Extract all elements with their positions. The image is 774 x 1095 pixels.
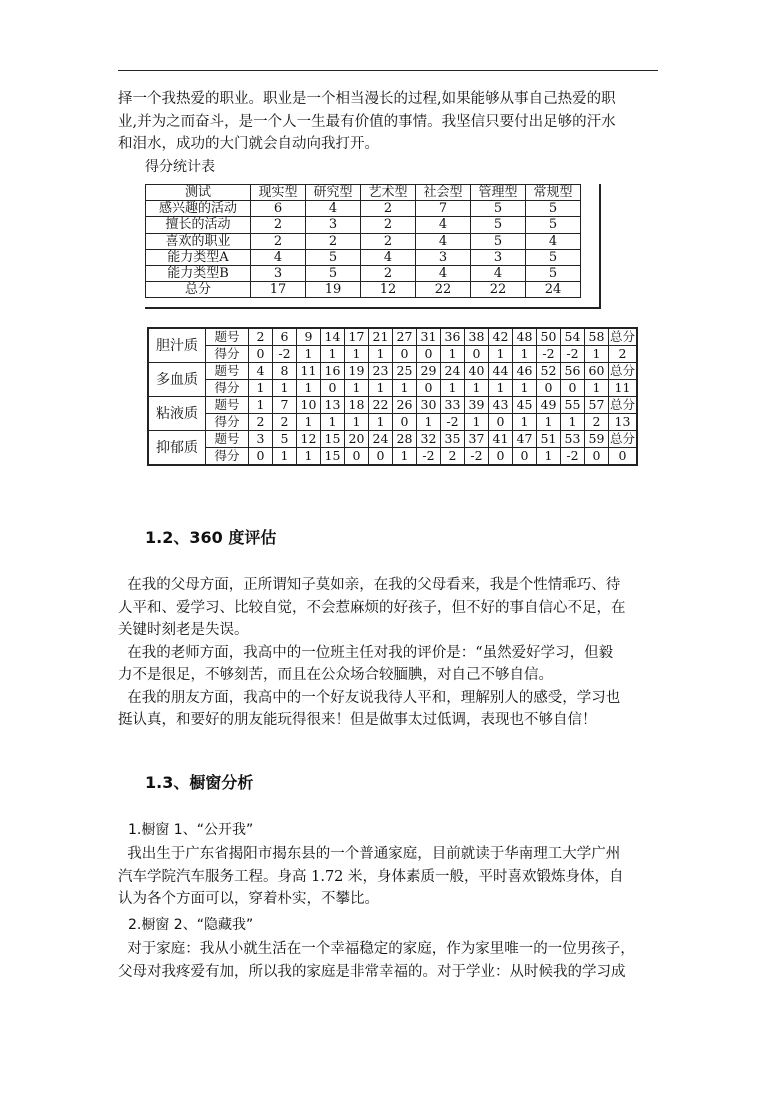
temperament-cell: -2: [561, 448, 585, 466]
temperament-cell: 1: [297, 346, 321, 363]
temperament-cell: 33: [441, 397, 465, 414]
score-table-header-cell: 测试: [146, 185, 251, 201]
temperament-cell: 0: [249, 346, 273, 363]
temperament-cell: 0: [537, 380, 561, 397]
temperament-cell: 37: [465, 431, 489, 448]
temperament-cell: 1: [345, 380, 369, 397]
temperament-row-label: 得分: [206, 380, 249, 397]
temperament-cell: 0: [561, 380, 585, 397]
score-table-cell: 19: [306, 282, 361, 298]
section-window-heading: 1.3、橱窗分析: [145, 773, 254, 792]
score-table-cell: 4: [251, 249, 306, 265]
temperament-cell: 30: [417, 397, 441, 414]
temperament-row-label: 得分: [206, 346, 249, 363]
temperament-group-name: 粘液质: [148, 397, 206, 431]
temperament-cell: 0: [393, 414, 417, 431]
score-table-row: [146, 233, 581, 249]
temperament-cell: 总分: [610, 431, 636, 446]
temperament-cell: 1: [369, 380, 393, 397]
temperament-cell: 47: [513, 431, 537, 448]
score-table-cell: 5: [471, 201, 526, 217]
temperament-cell: 2: [273, 414, 297, 431]
temperament-cell: 1: [537, 414, 561, 431]
temperament-cell: 1: [489, 346, 513, 363]
temperament-group-name: 抑郁质: [148, 431, 206, 466]
text-line: 在我的朋友方面，我高中的一个好友说我待人平和，理解别人的感受，学习也: [118, 689, 621, 706]
temperament-cell: 24: [441, 363, 465, 380]
score-table-header-cell: 管理型: [471, 185, 526, 201]
temperament-cell: 16: [321, 363, 345, 380]
temperament-cell: 45: [513, 397, 537, 414]
temperament-cell: 43: [489, 397, 513, 414]
temperament-cell: 12: [297, 431, 321, 448]
temperament-cell: 14: [321, 328, 345, 346]
score-table-row: [146, 249, 581, 265]
temperament-cell: 0: [369, 448, 393, 466]
temperament-cell: 13: [321, 397, 345, 414]
score-table-cell: 5: [526, 249, 581, 265]
temperament-cell: 总分: [610, 363, 636, 378]
temperament-cell: 2: [585, 414, 609, 431]
score-table: [145, 184, 581, 298]
score-table-cell: 5: [306, 265, 361, 281]
temperament-row: [148, 414, 637, 431]
score-table-cell: 4: [526, 233, 581, 249]
score-table-row-label: 能力类型B: [146, 265, 251, 281]
window-1-title: 1.橱窗 1、“公开我”: [128, 822, 254, 838]
intro-line: 业,并为之而奋斗，是一个人一生最有价值的事情。我坚信只要付出足够的汗水: [118, 113, 616, 130]
temperament-cell: 57: [585, 397, 609, 414]
temperament-cell: 18: [345, 397, 369, 414]
temperament-cell: 1: [369, 414, 393, 431]
score-table-cell: 2: [361, 201, 416, 217]
temperament-cell: 1: [585, 380, 609, 397]
score-table-caption: 得分统计表: [145, 159, 215, 175]
temperament-cell: 1: [513, 380, 537, 397]
temperament-cell: 1: [273, 380, 297, 397]
temperament-cell: 8: [273, 363, 297, 380]
score-table-cell: 5: [471, 217, 526, 233]
temperament-cell: 56: [561, 363, 585, 380]
temperament-cell: -2: [537, 346, 561, 363]
temperament-cell: 1: [393, 380, 417, 397]
text-line: 关键时刻老是失误。: [118, 622, 249, 638]
score-table-header-cell: 现实型: [251, 185, 306, 201]
temperament-cell: 1: [273, 448, 297, 466]
score-table-cell: 5: [526, 201, 581, 217]
text-line: 挺认真，和要好的朋友能玩得很来！但是做事太过低调，表现也不够自信！: [118, 712, 597, 728]
score-table-row: [146, 282, 581, 298]
temperament-cell: 0: [249, 448, 273, 466]
score-table-row-label: 喜欢的职业: [146, 233, 251, 249]
text-line: 对于家庭：我从小就生活在一个幸福稳定的家庭，作为家里唯一的一位男孩子，: [118, 941, 635, 957]
score-table-cell: 2: [251, 217, 306, 233]
text-line: 人平和、爱学习、比较自觉，不会惹麻烦的好孩子，但不好的事自信心不足，在: [118, 599, 626, 616]
temperament-cell: 59: [585, 431, 609, 448]
temperament-cell: 3: [249, 431, 273, 448]
temperament-cell: 2: [441, 448, 465, 466]
temperament-cell: 40: [465, 363, 489, 380]
temperament-cell: 1: [345, 346, 369, 363]
temperament-cell: 46: [513, 363, 537, 380]
temperament-cell: 1: [441, 346, 465, 363]
score-table-row-label: 总分: [146, 282, 251, 298]
temperament-cell: 1: [513, 414, 537, 431]
temperament-table: [147, 327, 638, 466]
temperament-cell: 1: [465, 414, 489, 431]
temperament-cell: 1: [297, 380, 321, 397]
temperament-cell: 1: [561, 414, 585, 431]
temperament-row-label: 题号: [206, 363, 249, 380]
temperament-cell: 48: [513, 328, 537, 346]
score-table-cell: 3: [251, 265, 306, 281]
score-table-cell: 12: [361, 282, 416, 298]
temperament-cell: 23: [369, 363, 393, 380]
temperament-cell: 2: [609, 346, 638, 363]
temperament-cell: 2: [249, 328, 273, 346]
temperament-cell: 0: [345, 448, 369, 466]
temperament-row-label: 题号: [206, 397, 249, 414]
temperament-cell: 24: [369, 431, 393, 448]
temperament-cell: 25: [393, 363, 417, 380]
temperament-cell: -2: [417, 448, 441, 466]
score-table-cell: 5: [306, 249, 361, 265]
score-table-cell: 4: [416, 233, 471, 249]
temperament-cell: 5: [273, 431, 297, 448]
temperament-cell: 1: [417, 414, 441, 431]
temperament-cell: 22: [369, 397, 393, 414]
text-line: 我出生于广东省揭阳市揭东县的一个普通家庭，目前就读于华南理工大学广州: [118, 846, 621, 862]
score-table-cell: 4: [306, 201, 361, 217]
score-table-row: [146, 265, 581, 281]
temperament-row: [148, 346, 637, 363]
temperament-cell: 1: [585, 346, 609, 363]
temperament-cell: 53: [561, 431, 585, 448]
score-table-cell: 3: [306, 217, 361, 233]
score-table-cell: 5: [526, 217, 581, 233]
score-table-cell: 4: [416, 217, 471, 233]
score-table-cell: 22: [471, 282, 526, 298]
temperament-cell: 31: [417, 328, 441, 346]
temperament-cell: 0: [585, 448, 609, 466]
temperament-cell: 0: [417, 380, 441, 397]
temperament-cell: 44: [489, 363, 513, 380]
temperament-cell: 1: [513, 346, 537, 363]
score-table-cell: 6: [251, 201, 306, 217]
text-line: 在我的老师方面，我高中的一位班主任对我的评价是：“虽然爱好学习，但毅: [118, 644, 614, 661]
temperament-cell: 1: [297, 448, 321, 466]
temperament-cell: -2: [465, 448, 489, 466]
score-table-row: [146, 217, 581, 233]
temperament-row: [148, 431, 637, 448]
score-table-cell: 4: [471, 265, 526, 281]
temperament-row: [148, 448, 637, 466]
temperament-cell: 19: [345, 363, 369, 380]
score-table-cell: 3: [416, 249, 471, 265]
score-table-row-label: 擅长的活动: [146, 217, 251, 233]
window-2-title: 2.橱窗 2、“隐藏我”: [128, 917, 254, 933]
temperament-group-name: 胆汁质: [148, 328, 206, 363]
text-line: 力不是很足，不够刻苦，而且在公众场合较腼腆，对自己不够自信。: [118, 667, 553, 683]
temperament-cell: -2: [561, 346, 585, 363]
temperament-cell: 27: [393, 328, 417, 346]
temperament-cell: 2: [249, 414, 273, 431]
temperament-row: [148, 328, 637, 346]
temperament-cell: 58: [585, 328, 609, 346]
temperament-cell: 1: [537, 448, 561, 466]
temperament-cell: 52: [537, 363, 561, 380]
text-line: 在我的父母方面，正所谓知子莫如亲，在我的父母看来，我是个性情乖巧、待: [118, 577, 621, 593]
score-table-cell: 7: [416, 201, 471, 217]
temperament-cell: 41: [489, 431, 513, 448]
temperament-row: [148, 380, 637, 397]
score-table-cell: 2: [251, 233, 306, 249]
score-table-header-cell: 艺术型: [361, 185, 416, 201]
temperament-cell: 35: [441, 431, 465, 448]
score-table-cell: 17: [251, 282, 306, 298]
temperament-cell: 29: [417, 363, 441, 380]
temperament-cell: 0: [513, 448, 537, 466]
temperament-cell: 28: [393, 431, 417, 448]
temperament-cell: 32: [417, 431, 441, 448]
intro-line: 择一个我热爱的职业。职业是一个相当漫长的过程,如果能够从事自己热爱的职: [118, 91, 616, 107]
temperament-cell: 0: [489, 414, 513, 431]
temperament-cell: 1: [321, 346, 345, 363]
temperament-cell: 0: [393, 346, 417, 363]
temperament-cell: 17: [345, 328, 369, 346]
temperament-cell: 15: [321, 431, 345, 448]
score-table-row-label: 感兴趣的活动: [146, 201, 251, 217]
temperament-cell: 39: [465, 397, 489, 414]
temperament-cell: 1: [345, 414, 369, 431]
temperament-cell: 总分: [610, 397, 636, 412]
temperament-row: [148, 363, 637, 380]
temperament-row: [148, 397, 637, 414]
temperament-cell: 11: [297, 363, 321, 380]
score-table-cell: 4: [416, 265, 471, 281]
score-table-cell: 5: [526, 265, 581, 281]
temperament-cell: 0: [609, 448, 638, 466]
window-2-body: [118, 938, 663, 983]
temperament-cell: 7: [273, 397, 297, 414]
temperament-cell: -2: [273, 346, 297, 363]
temperament-cell: 6: [273, 328, 297, 346]
temperament-cell: 1: [321, 414, 345, 431]
temperament-cell: 1: [393, 448, 417, 466]
score-table-header-row: [146, 185, 581, 201]
temperament-cell: -2: [441, 414, 465, 431]
temperament-cell: 36: [441, 328, 465, 346]
score-table-cell: 5: [471, 233, 526, 249]
score-table-cell: 24: [526, 282, 581, 298]
temperament-row-label: 题号: [206, 328, 249, 346]
score-table-cell: 2: [306, 233, 361, 249]
section-360-heading: 1.2、360 度评估: [145, 528, 277, 547]
score-table-header-cell: 常规型: [526, 185, 581, 201]
temperament-cell: 49: [537, 397, 561, 414]
score-table-row-label: 能力类型A: [146, 249, 251, 265]
score-table-cell: 22: [416, 282, 471, 298]
temperament-cell: 4: [249, 363, 273, 380]
score-table-cell: 2: [361, 265, 416, 281]
temperament-row-label: 得分: [206, 414, 249, 431]
score-table-cell: 2: [361, 217, 416, 233]
temperament-cell: 10: [297, 397, 321, 414]
temperament-cell: 0: [321, 380, 345, 397]
temperament-cell: 38: [465, 328, 489, 346]
intro-paragraph: [118, 88, 663, 156]
temperament-cell: 1: [369, 346, 393, 363]
score-table-cell: 3: [471, 249, 526, 265]
temperament-row-label: 题号: [206, 431, 249, 448]
temperament-cell: 1: [297, 414, 321, 431]
score-table-cell: 4: [361, 249, 416, 265]
temperament-cell: 1: [441, 380, 465, 397]
temperament-cell: 54: [561, 328, 585, 346]
temperament-cell: 21: [369, 328, 393, 346]
temperament-row-label: 得分: [206, 448, 249, 466]
score-table-cell: 2: [361, 233, 416, 249]
temperament-cell: 13: [609, 414, 638, 431]
temperament-cell: 总分: [610, 329, 636, 344]
text-line: 父母对我疼爱有加，所以我的家庭是非常幸福的。对于学业：从时候我的学习成: [118, 963, 626, 980]
temperament-cell: 60: [585, 363, 609, 380]
header-rule: [118, 70, 658, 71]
section-360-body: [118, 574, 663, 732]
temperament-group-name: 多血质: [148, 363, 206, 397]
score-table-header-cell: 社会型: [416, 185, 471, 201]
temperament-cell: 42: [489, 328, 513, 346]
temperament-cell: 1: [465, 380, 489, 397]
temperament-cell: 0: [489, 448, 513, 466]
temperament-cell: 50: [537, 328, 561, 346]
text-line: 认为各个方面可以，穿着朴实，不攀比。: [118, 891, 379, 907]
temperament-cell: 9: [297, 328, 321, 346]
temperament-cell: 1: [489, 380, 513, 397]
temperament-cell: 1: [249, 380, 273, 397]
text-line: 汽车学院汽车服务工程。身高 1.72 米，身体素质一般，平时喜欢锻炼身体，自: [118, 868, 624, 885]
temperament-cell: 11: [609, 380, 638, 397]
score-table-row: [146, 201, 581, 217]
temperament-cell: 0: [465, 346, 489, 363]
temperament-cell: 26: [393, 397, 417, 414]
score-table-header-cell: 研究型: [306, 185, 361, 201]
temperament-cell: 55: [561, 397, 585, 414]
intro-line: 和泪水，成功的大门就会自动向我打开。: [118, 136, 379, 152]
temperament-cell: 51: [537, 431, 561, 448]
temperament-cell: 1: [249, 397, 273, 414]
window-1-body: [118, 843, 663, 911]
temperament-cell: 15: [321, 448, 345, 466]
temperament-cell: 0: [417, 346, 441, 363]
temperament-cell: 20: [345, 431, 369, 448]
